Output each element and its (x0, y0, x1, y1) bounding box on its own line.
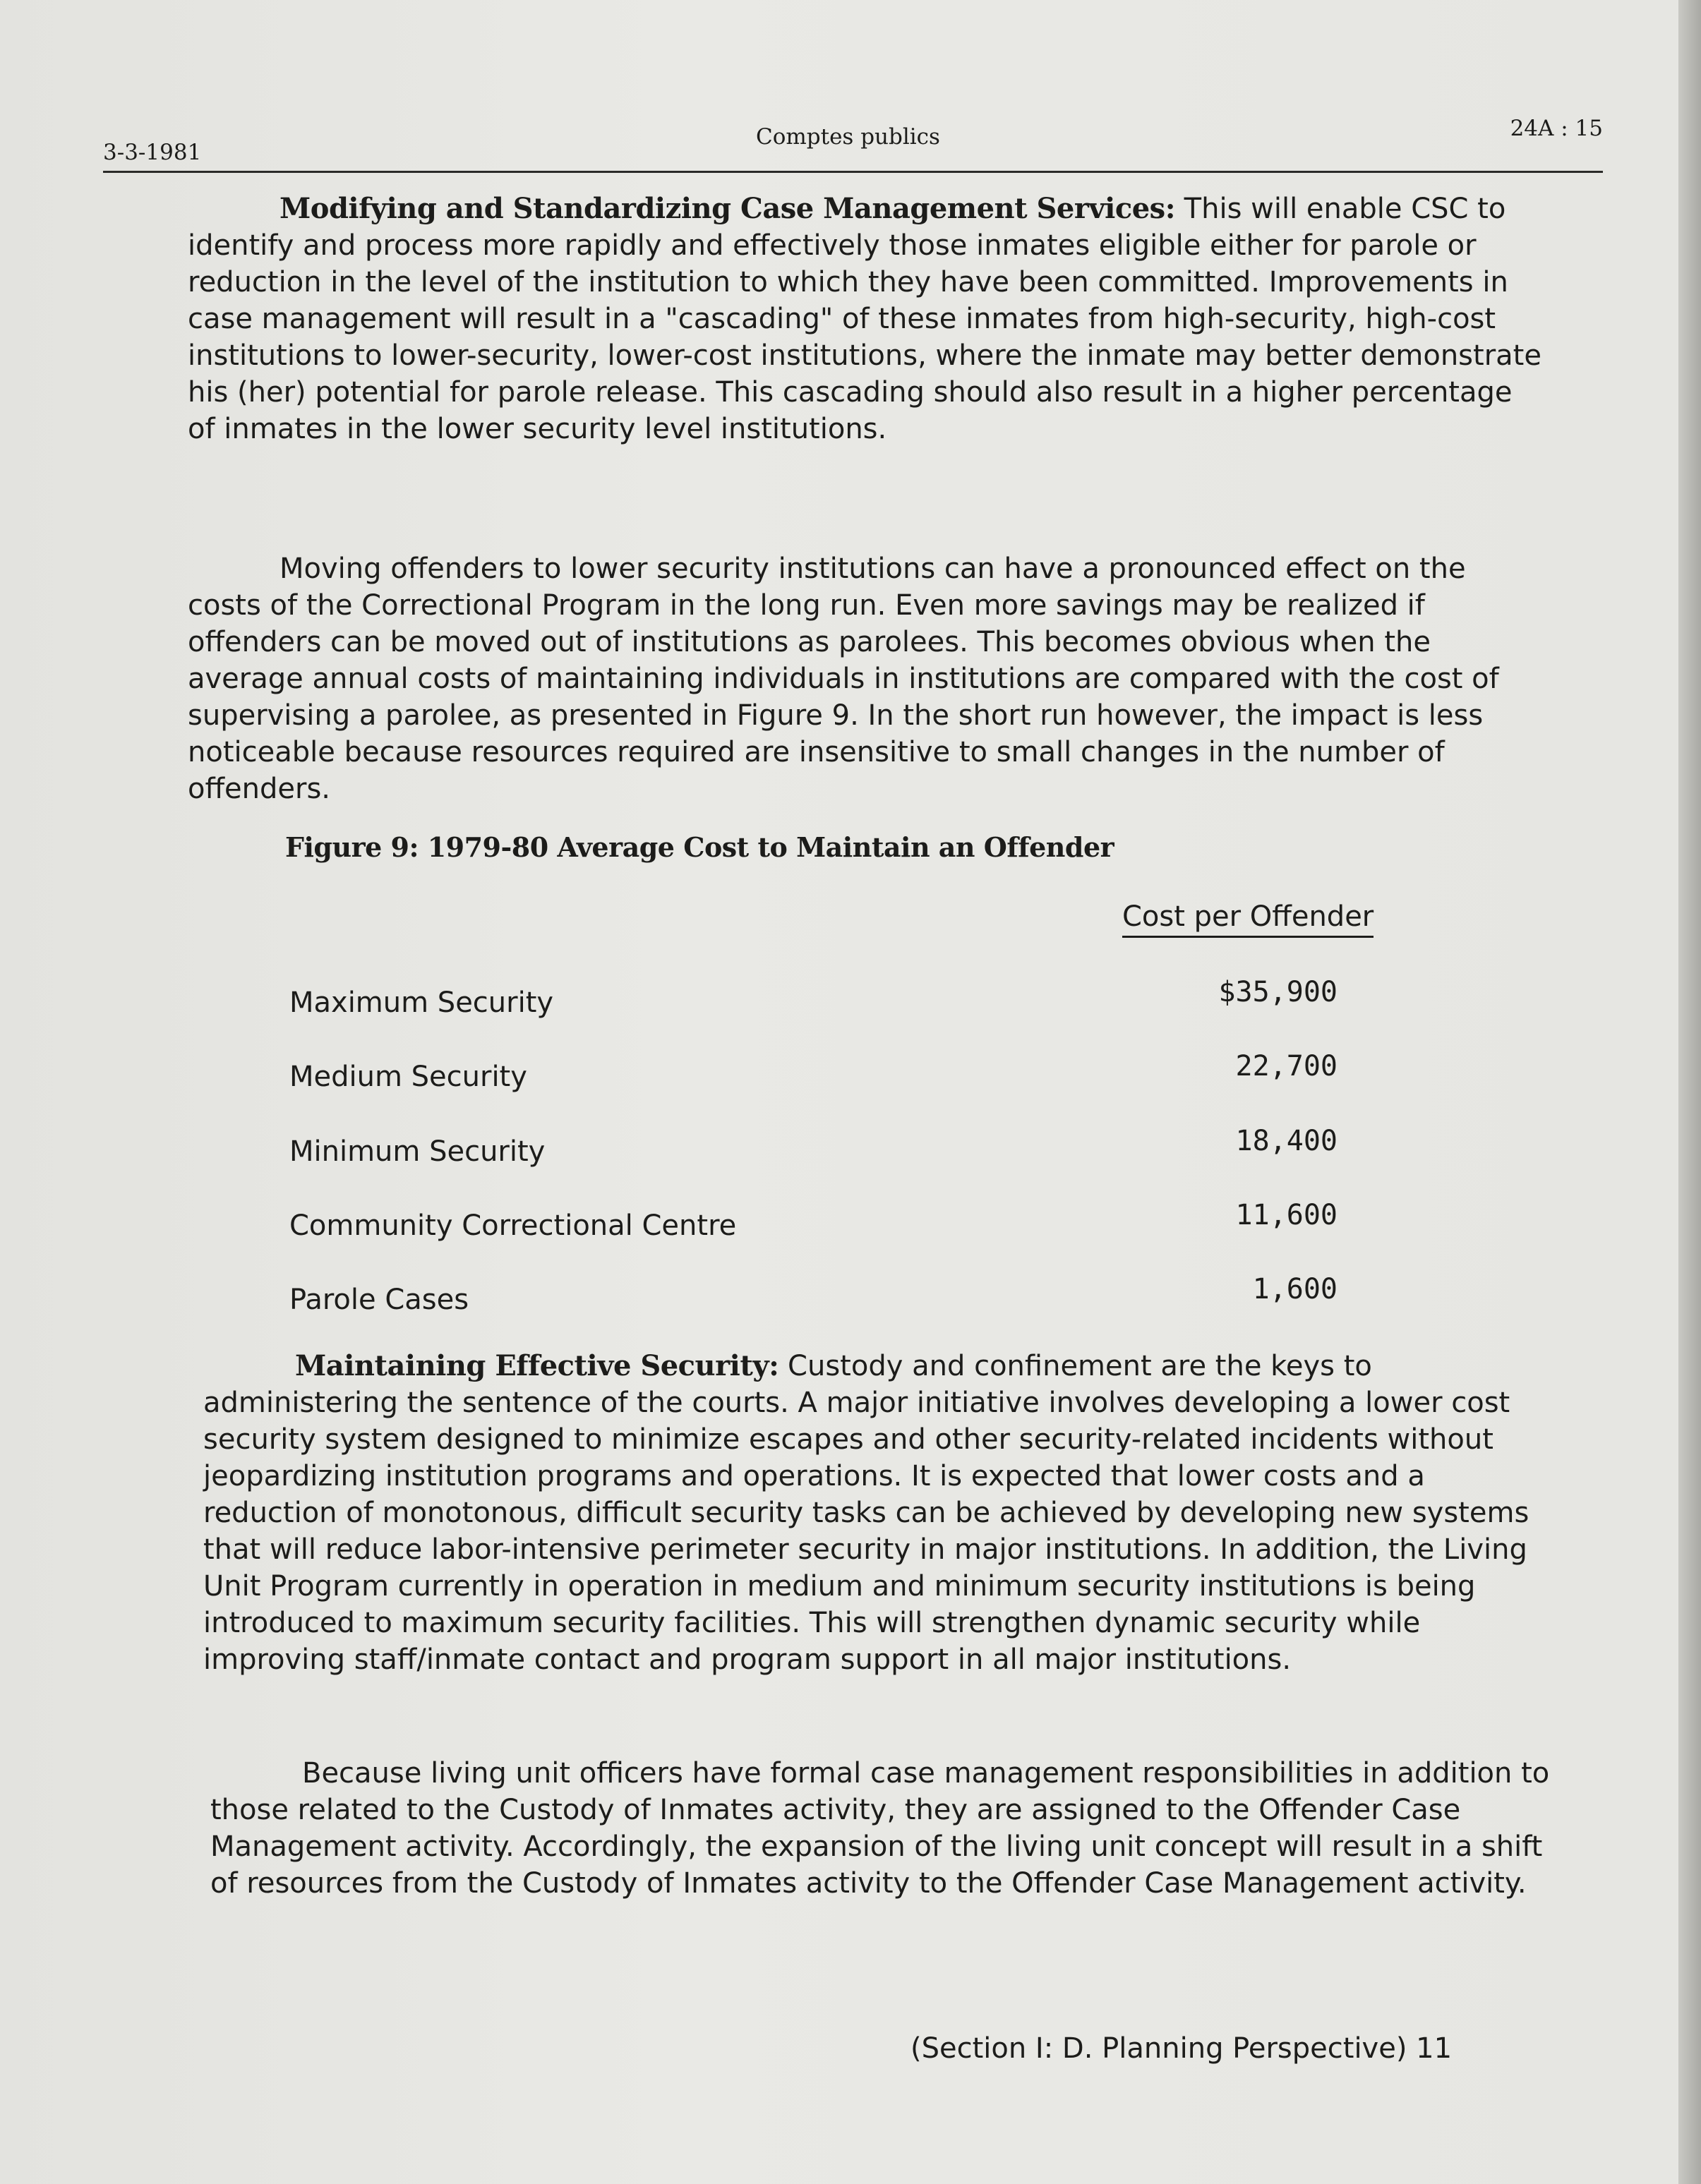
table-row-value: 11,600 (1235, 1199, 1338, 1231)
header-page-ref: 24A : 15 (1510, 116, 1603, 141)
header-title: Comptes publics (756, 124, 940, 150)
table-column-header: Cost per Offender (1122, 900, 1374, 938)
figure-title: Figure 9: 1979-80 Average Cost to Maintain an Offender (285, 831, 1114, 863)
paragraph-text: Because living unit officers have formal case management responsibilities in addition to those related to the Custody of Inmates activity, they are assigned to the Offender Case Management activity. Accordingly, the expansion of the living unit concept will result in a shift of resources from the Custody of Inmates activity to the Offender Case Management activity. (210, 1757, 1550, 1900)
table-row-label: Maximum Security (289, 987, 554, 1019)
paragraph-living-unit (210, 1755, 1551, 1902)
paragraph-heading: Modifying and Standardizing Case Management Services: (280, 192, 1175, 225)
paragraph-effective-security (203, 1348, 1551, 1678)
paragraph-text: Custody and confinement are the keys to administering the sentence of the courts. A major initiative involves developing a lower cost security system designed to minimize escapes and other security-related incidents without jeopardizing institution programs and operations. It is expected that lower costs and a reduction of monotonous, difficult security tasks can be achieved by developing new systems that will reduce labor-intensive perimeter security in major institutions. In addition, the Living Unit Program currently in operation in medium and minimum security institutions is being introduced to maximum security facilities. This will strengthen dynamic security while improving staff/inmate contact and program support in all major institutions. (203, 1350, 1529, 1676)
paragraph-text: This will enable CSC to identify and process more rapidly and effectively those inmates eligible either for parole or reduction in the level of the institution to which they have been committed. Improvements in case management will result in a "cascading" of these inmates from high-security, high-cost institutions to lower-security, lower-cost institutions, where the inmate may better demonstrate his (her) potential for parole release. This cascading should also result in a higher percentage of inmates in the lower security level institutions. (188, 193, 1541, 445)
page-footer: (Section I: D. Planning Perspective) 11 (910, 2032, 1453, 2065)
table-row-label: Medium Security (289, 1061, 527, 1093)
table-row-value: $35,900 (1218, 976, 1338, 1008)
header-date: 3-3-1981 (103, 140, 202, 165)
paragraph-case-management (188, 191, 1543, 447)
paragraph-text: Moving offenders to lower security institutions can have a pronounced effect on the costs of the Correctional Program in the long run. Even more savings may be realized if offenders can be moved out of institutions as parolees. This becomes obvious when the average annual costs of maintaining individuals in institutions are compared with the cost of supervising a parolee, as presented in Figure 9. In the short run however, the impact is less noticeable because resources required are insensitive to small changes in the number of offenders. (188, 553, 1499, 805)
table-row-value: 1,600 (1252, 1273, 1338, 1305)
page-edge-shadow (1678, 0, 1701, 2184)
table-row-label: Parole Cases (289, 1284, 469, 1316)
table-row-value: 22,700 (1235, 1050, 1338, 1082)
table-row-value: 18,400 (1235, 1125, 1338, 1157)
running-header (103, 116, 1603, 173)
table-row-label: Community Correctional Centre (289, 1209, 737, 1242)
table-row-label: Minimum Security (289, 1135, 546, 1168)
paragraph-lower-security (188, 550, 1543, 807)
paragraph-heading: Maintaining Effective Security: (295, 1349, 779, 1382)
